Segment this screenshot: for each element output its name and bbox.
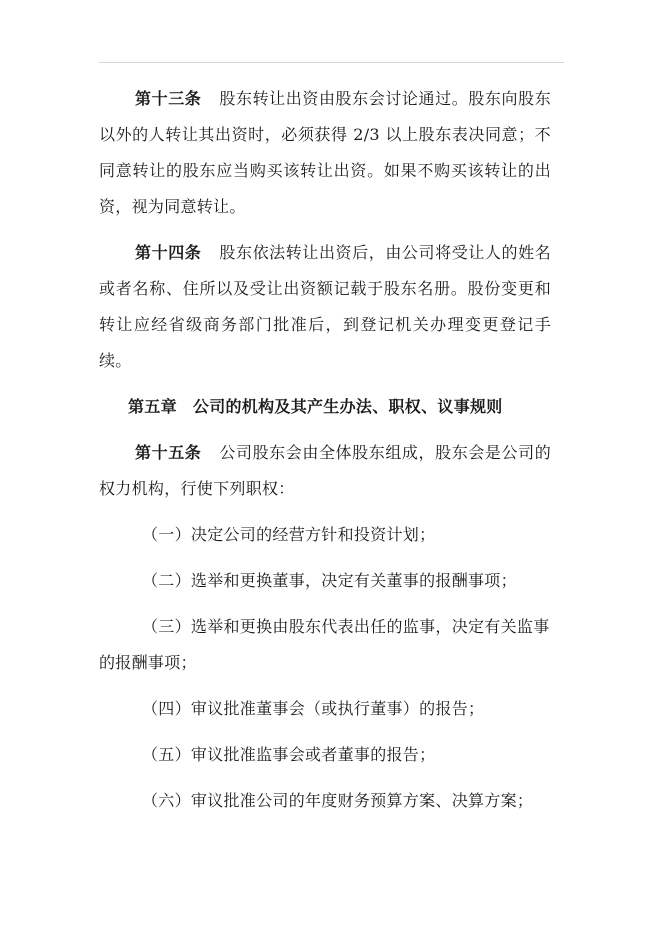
list-item-2: （二）选举和更换董事，决定有关董事的报酬事项； (142, 571, 517, 590)
chapter-5-heading (99, 389, 551, 425)
list-item-5: （五）审议批准监事会或者董事的报告； (142, 745, 436, 764)
article-13-number: 第十三条 (135, 89, 202, 108)
article-14-number: 第十四条 (135, 243, 202, 262)
article-15-number: 第十五条 (135, 443, 202, 462)
header-rule (99, 62, 564, 63)
article-13-text: 股东转让出资由股东会讨论通过。股东向股东以外的人转让其出资时，必须获得 2/3 以上股东表决同意；不同意转让的股东应当购买该转让出资。如果不购买该转让的出资，视为同意转让。 (99, 89, 551, 216)
list-item-3: （三）选举和更换由股东代表出任的监事，决定有关监事的报酬事项； (99, 617, 550, 672)
document-body (99, 81, 551, 829)
chapter-5-number: 第五章 (128, 397, 177, 416)
article-15-text: 公司股东会由全体股东组成，股东会是公司的权力机构，行使下列职权： (99, 443, 551, 498)
list-item-1: （一）决定公司的经营方针和投资计划； (142, 525, 436, 544)
article-14-text: 股东依法转让出资后，由公司将受让人的姓名或者名称、住所以及受让出资额记载于股东名册。股份变更和转让应经省级商务部门批准后，到登记机关办理变更登记手续。 (99, 243, 551, 370)
list-item-4: （四）审议批准董事会（或执行董事）的报告； (142, 699, 485, 718)
article-14 (99, 235, 551, 379)
article-13 (99, 81, 551, 225)
chapter-5-title: 公司的机构及其产生办法、职权、议事规则 (192, 397, 503, 416)
article-15 (99, 435, 551, 507)
list-item-6: （六）审议批准公司的年度财务预算方案、决算方案； (142, 791, 534, 810)
